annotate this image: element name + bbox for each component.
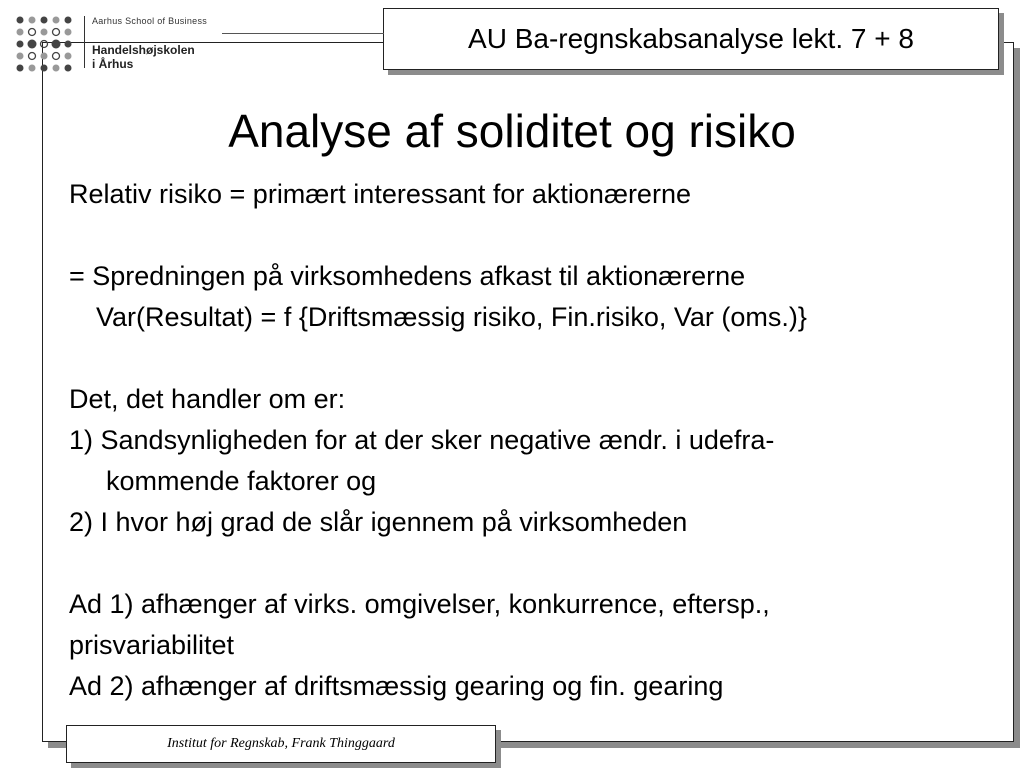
body-gap: [69, 543, 1009, 584]
body-line: 2) I hvor høj grad de slår igennem på virksomheden: [69, 507, 688, 537]
logo-school-name-en: Aarhus School of Business: [92, 16, 208, 26]
logo-separator: [84, 16, 85, 68]
course-title: AU Ba-regnskabsanalyse lekt. 7 + 8: [468, 23, 914, 54]
footer-text: Institut for Regnskab, Frank Thinggaard: [167, 736, 395, 751]
slide-title: Analyse af soliditet og risiko: [228, 105, 796, 157]
body-line: Relativ risiko = primært interessant for aktionærerne: [69, 179, 691, 209]
body-line: 1) Sandsynligheden for at der sker negative ændr. i udefra-: [69, 425, 775, 455]
body-line: Ad 2) afhænger af driftsmæssig gearing og fin. gearing: [69, 671, 724, 701]
body-line: kommende faktorer og: [106, 466, 377, 496]
body-line: Var(Resultat) = f {Driftsmæssig risiko, Fin.risiko, Var (oms.)}: [96, 302, 807, 332]
body-line: = Spredningen på virksomhedens afkast til aktionærerne: [69, 261, 746, 291]
logo-dots-icon: [14, 14, 74, 74]
logo-school-name-da: Handelshøjskolen: [92, 43, 195, 57]
body-line: prisvariabilitet: [69, 630, 235, 660]
slide-body: [69, 174, 1009, 707]
body-line: Ad 1) afhænger af virks. omgivelser, konkurrence, eftersp.,: [69, 589, 770, 619]
logo-school-city: i Århus: [92, 57, 134, 71]
header-rule: [222, 33, 384, 34]
body-gap: [69, 215, 1009, 256]
footer-box: [66, 725, 496, 763]
school-logo: [14, 14, 244, 74]
body-line: Det, det handler om er:: [69, 384, 346, 414]
body-gap: [69, 338, 1009, 379]
course-title-box: [383, 8, 999, 70]
